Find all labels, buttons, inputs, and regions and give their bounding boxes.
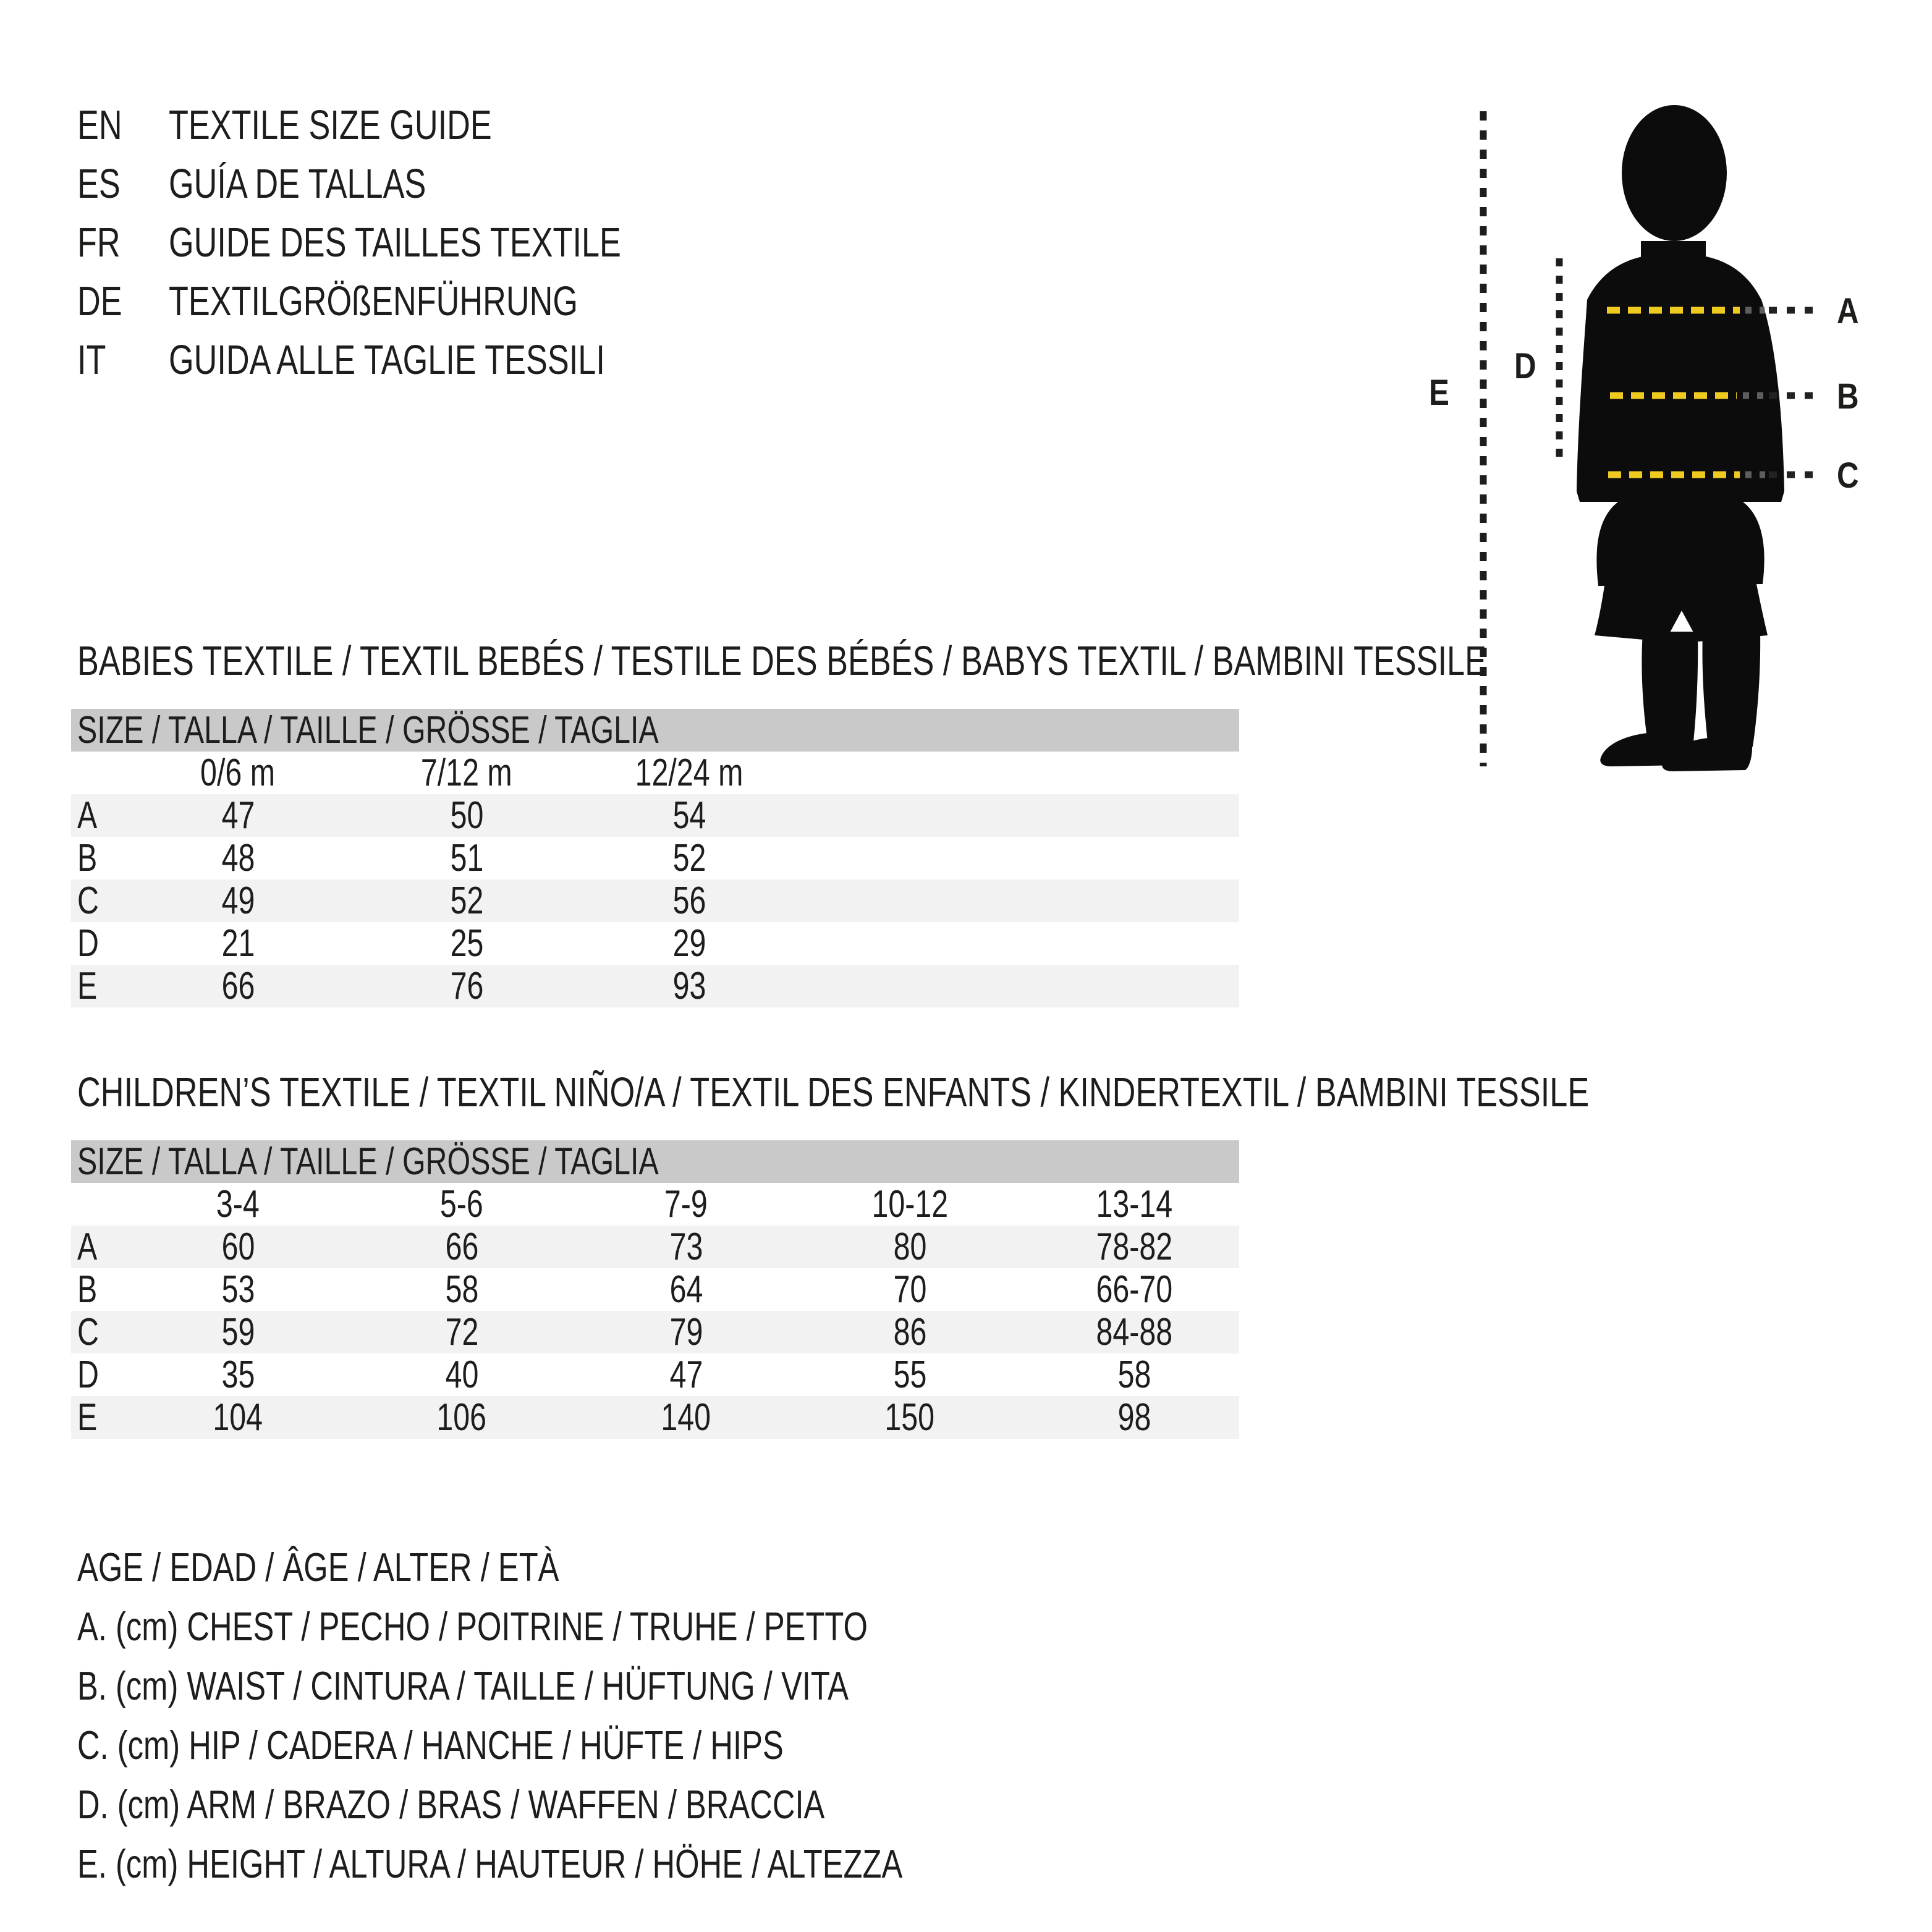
size-value: 86 xyxy=(893,1311,926,1354)
size-value: 84-88 xyxy=(1096,1311,1172,1354)
size-value: 140 xyxy=(661,1396,711,1439)
figure-label-d: D xyxy=(1514,346,1536,386)
size-value: 80 xyxy=(893,1226,926,1268)
measurement-figure xyxy=(1421,87,1932,810)
size-value: 56 xyxy=(672,879,706,922)
table-row-d xyxy=(71,922,1239,965)
children-table-header xyxy=(71,1140,1239,1183)
size-value: 104 xyxy=(213,1396,263,1439)
size-value: 48 xyxy=(221,837,255,879)
language-title: GUIDE DES TAILLES TEXTILE xyxy=(169,219,621,266)
size-value: 73 xyxy=(669,1226,703,1268)
language-title: TEXTILGRÖßENFÜHRUNG xyxy=(169,278,578,324)
figure-label-e: E xyxy=(1429,373,1449,413)
size-value: 59 xyxy=(221,1311,255,1354)
legend-line-4: D. (cm) ARM / BRAZO / BRAS / WAFFEN / BRACCIA xyxy=(77,1782,825,1827)
table-row-b xyxy=(71,837,1239,879)
language-title: TEXTILE SIZE GUIDE xyxy=(169,102,492,148)
babies-size-table xyxy=(71,709,1239,1007)
size-value: 25 xyxy=(450,922,483,965)
size-value: 76 xyxy=(450,965,483,1007)
babies-table-header-text: SIZE / TALLA / TAILLE / GRÖSSE / TAGLIA xyxy=(77,709,659,752)
size-value: 60 xyxy=(221,1226,255,1268)
children-size-table xyxy=(71,1140,1239,1439)
figure-label-c: C xyxy=(1837,455,1859,496)
language-code: IT xyxy=(77,337,106,383)
measurement-legend xyxy=(77,1538,1135,1894)
size-value: 52 xyxy=(672,837,706,879)
row-label: C xyxy=(77,879,99,922)
table-row-d xyxy=(71,1354,1239,1396)
size-value: 72 xyxy=(445,1311,478,1354)
figure-label-b: B xyxy=(1837,376,1859,417)
language-title: GUÍA DE TALLAS xyxy=(169,161,426,207)
column-header: 3-4 xyxy=(216,1183,260,1226)
size-value: 55 xyxy=(893,1354,926,1396)
table-row-b xyxy=(71,1268,1239,1311)
size-value: 78-82 xyxy=(1096,1226,1172,1268)
column-header: 12/24 m xyxy=(635,752,744,794)
row-label: E xyxy=(77,1396,98,1439)
size-value: 70 xyxy=(893,1268,926,1311)
size-value: 66-70 xyxy=(1096,1268,1172,1311)
language-code: FR xyxy=(77,219,121,266)
language-code: EN xyxy=(77,102,122,148)
size-value: 54 xyxy=(672,794,706,837)
size-value: 47 xyxy=(221,794,255,837)
table-row-c xyxy=(71,1311,1239,1354)
children-section-title-text: CHILDREN’S TEXTILE / TEXTIL NIÑO/A / TEXTIL DES ENFANTS / KINDERTEXTIL / BAMBINI TESSILE xyxy=(77,1069,1590,1116)
size-value: 40 xyxy=(445,1354,478,1396)
size-value: 58 xyxy=(445,1268,478,1311)
children-section-title xyxy=(77,1071,1932,1114)
language-row-es xyxy=(0,155,989,213)
column-header: 13-14 xyxy=(1096,1183,1172,1226)
size-value: 29 xyxy=(672,922,706,965)
table-row-a xyxy=(71,1226,1239,1268)
row-label: A xyxy=(77,1226,98,1268)
language-row-fr xyxy=(0,213,989,272)
table-row-a xyxy=(71,794,1239,837)
babies-section-title xyxy=(77,640,1884,683)
size-value: 79 xyxy=(669,1311,703,1354)
legend-line-0: AGE / EDAD / ÂGE / ALTER / ETÀ xyxy=(77,1544,559,1590)
size-value: 51 xyxy=(450,837,483,879)
legend-line-3: C. (cm) HIP / CADERA / HANCHE / HÜFTE / HIPS xyxy=(77,1722,784,1768)
size-value: 58 xyxy=(1117,1354,1151,1396)
size-value: 66 xyxy=(221,965,255,1007)
language-row-en xyxy=(0,96,989,155)
row-label: D xyxy=(77,1354,99,1396)
language-row-de xyxy=(0,272,989,331)
language-code: DE xyxy=(77,278,122,324)
babies-section-title-text: BABIES TEXTILE / TEXTIL BEBÉS / TESTILE DES BÉBÉS / BABYS TEXTIL / BAMBINI TESSILE xyxy=(77,638,1486,684)
legend-line-2: B. (cm) WAIST / CINTURA / TAILLE / HÜFTUNG / VITA xyxy=(77,1663,849,1708)
size-value: 150 xyxy=(884,1396,935,1439)
table-row-c xyxy=(71,879,1239,922)
column-header: 5-6 xyxy=(440,1183,483,1226)
size-value: 93 xyxy=(672,965,706,1007)
row-label: E xyxy=(77,965,98,1007)
column-header: 10-12 xyxy=(871,1183,948,1226)
babies-table-column-headers xyxy=(71,752,1239,794)
row-label: C xyxy=(77,1311,99,1354)
row-label: A xyxy=(77,794,98,837)
size-value: 21 xyxy=(221,922,255,965)
legend-line-5: E. (cm) HEIGHT / ALTURA / HAUTEUR / HÖHE / ALTEZZA xyxy=(77,1841,903,1886)
size-value: 98 xyxy=(1117,1396,1151,1439)
babies-table-header xyxy=(71,709,1239,752)
language-code: ES xyxy=(77,161,121,207)
size-value: 66 xyxy=(445,1226,478,1268)
size-value: 64 xyxy=(669,1268,703,1311)
children-table-header-text: SIZE / TALLA / TAILLE / GRÖSSE / TAGLIA xyxy=(77,1140,659,1183)
size-value: 106 xyxy=(436,1396,487,1439)
column-header: 0/6 m xyxy=(200,752,276,794)
size-value: 53 xyxy=(221,1268,255,1311)
size-value: 50 xyxy=(450,794,483,837)
figure-label-a: A xyxy=(1837,291,1859,331)
language-title-list xyxy=(0,96,1051,392)
size-value: 52 xyxy=(450,879,483,922)
size-value: 35 xyxy=(221,1354,255,1396)
legend-line-1: A. (cm) CHEST / PECHO / POITRINE / TRUHE / PETTO xyxy=(77,1604,868,1649)
size-value: 47 xyxy=(669,1354,703,1396)
children-table-column-headers xyxy=(71,1183,1239,1226)
row-label: B xyxy=(77,1268,98,1311)
language-row-it xyxy=(0,331,989,389)
language-title: GUIDA ALLE TAGLIE TESSILI xyxy=(169,337,605,383)
row-label: D xyxy=(77,922,99,965)
table-row-e xyxy=(71,1396,1239,1439)
size-value: 49 xyxy=(221,879,255,922)
column-header: 7/12 m xyxy=(421,752,512,794)
column-header: 7-9 xyxy=(664,1183,708,1226)
row-label: B xyxy=(77,837,98,879)
table-row-e xyxy=(71,965,1239,1007)
